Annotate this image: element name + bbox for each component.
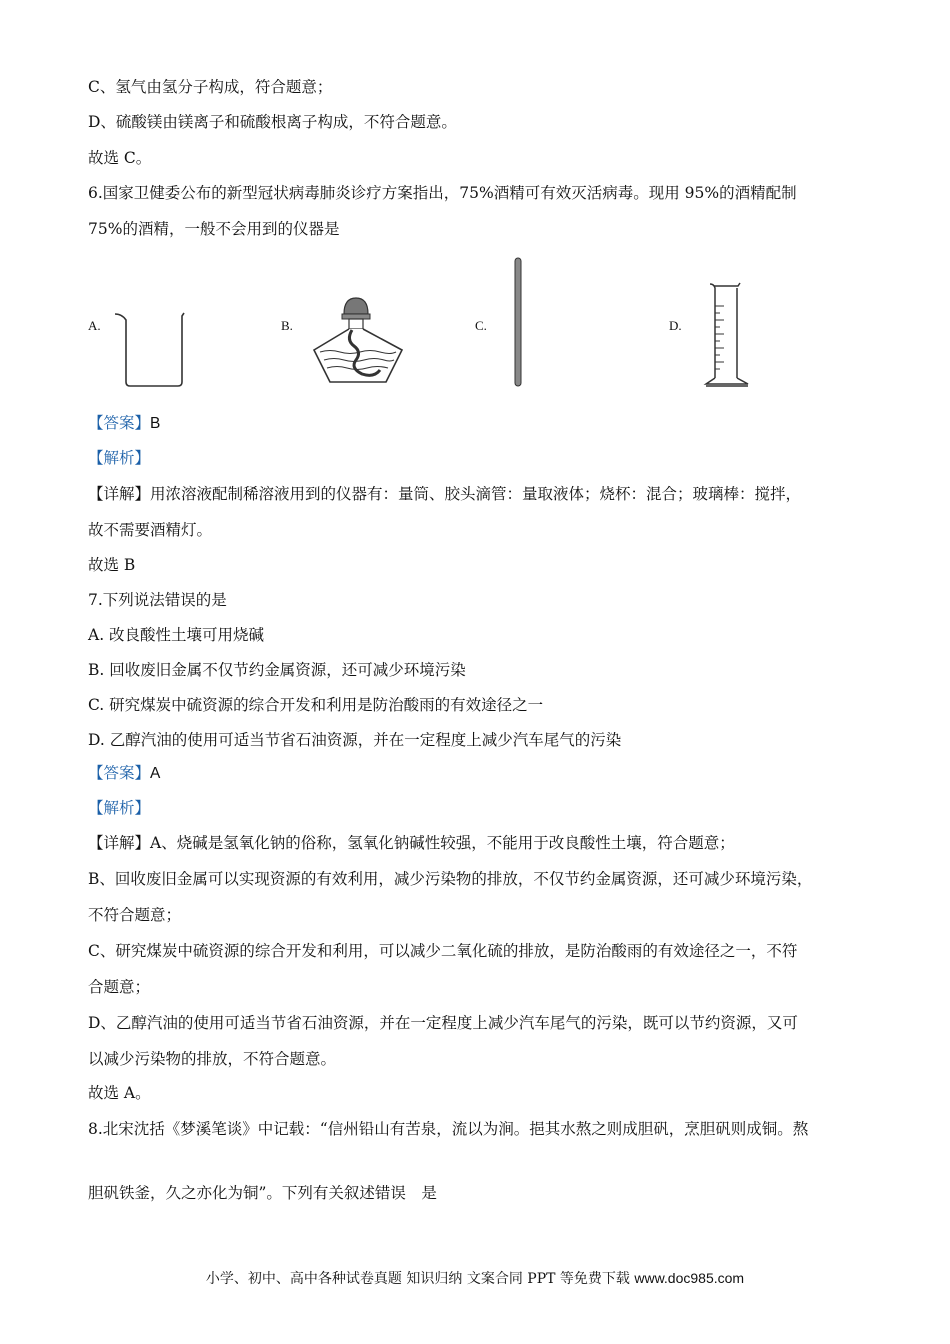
answer-7 (88, 762, 160, 785)
detail-6-line1 (88, 483, 801, 505)
detail-7-line6: D、乙醇汽油的使用可适当节省石油资源，并在一定程度上减少汽车尾气的污染，既可以节约资源，又可 (88, 1014, 798, 1032)
detail-7-line7: 以减少污染物的排放，不符合题意。 (88, 1050, 337, 1068)
line-select-c: 故选 C。 (88, 149, 152, 167)
analysis-7-heading: 【解析】 (88, 799, 151, 817)
glass-rod-icon (512, 256, 524, 388)
footer-text: 小学、初中、高中各种试卷真题 知识归纳 文案合同 PPT 等免费下载 (205, 1271, 635, 1287)
question-7-option-c: C. 研究煤炭中硫资源的综合开发和利用是防治酸雨的有效途径之一 (88, 696, 544, 714)
alcohol-lamp-icon (310, 294, 406, 386)
question-6-line1: 6.国家卫健委公布的新型冠状病毒肺炎诊疗方案指出，75%酒精可有效灭活病毒。现用 95%的酒精配制 (88, 184, 797, 202)
answer-bracket: 【答案】 (88, 764, 151, 782)
question-7-option-d: D. 乙醇汽油的使用可适当节省石油资源，并在一定程度上减少汽车尾气的污染 (88, 731, 622, 749)
line-c-hydrogen: C、氢气由氢分子构成，符合题意； (88, 78, 333, 96)
detail-7-line1 (88, 832, 735, 854)
answer-value: A (150, 765, 161, 782)
graduated-cylinder-icon (700, 280, 756, 390)
question-6-line2: 75%的酒精，一般不会用到的仪器是 (88, 220, 340, 238)
answer-6 (88, 412, 160, 435)
option-6a-label: A. (88, 318, 101, 333)
answer-value: B (150, 415, 161, 432)
question-7-option-b: B. 回收废旧金属不仅节约金属资源，还可减少环境污染 (88, 661, 466, 679)
detail-7-line2: B、回收废旧金属可以实现资源的有效利用，减少污染物的排放，不仅节约金属资源，还可减少环境污染， (88, 870, 813, 888)
footer-url[interactable]: www.doc985.com (634, 1270, 745, 1286)
detail-7-line4: C、研究煤炭中硫资源的综合开发和利用，可以减少二氧化硫的排放，是防治酸雨的有效途径之一，不符 (88, 942, 798, 960)
beaker-icon (112, 310, 188, 390)
select-7: 故选 A。 (88, 1084, 151, 1102)
option-6d-label: D. (669, 318, 682, 333)
question-8-line1: 8.北宋沈括《梦溪笔谈》中记载：“信州铅山有苦泉，流以为涧。挹其水熬之则成胆矾，烹胆矾则成铜。熬 (88, 1120, 809, 1138)
detail-text: A、烧碱是氢氧化钠的俗称，氢氧化钠碱性较强，不能用于改良酸性土壤，符合题意； (150, 834, 735, 852)
detail-tag: 【详解】 (88, 834, 151, 852)
page-footer (0, 1268, 950, 1288)
question-8-line2: 胆矾铁釜，久之亦化为铜”。下列有关叙述错误 是 (88, 1184, 437, 1202)
answer-bracket: 【答案】 (88, 414, 151, 432)
select-6: 故选 B (88, 556, 136, 574)
question-7: 7.下列说法错误的是 (88, 591, 227, 609)
detail-7-line3: 不符合题意； (88, 906, 182, 924)
question-7-option-a: A. 改良酸性土壤可用烧碱 (88, 626, 265, 644)
detail-text: 用浓溶液配制稀溶液用到的仪器有：量筒、胶头滴管：量取液体；烧杯：混合；玻璃棒：搅拌， (150, 485, 802, 503)
analysis-6-heading: 【解析】 (88, 449, 151, 467)
option-6b-label: B. (281, 318, 293, 333)
detail-7-line5: 合题意； (88, 978, 151, 996)
option-6c-label: C. (475, 318, 487, 333)
detail-tag: 【详解】 (88, 485, 151, 503)
detail-6-line2: 故不需要酒精灯。 (88, 521, 213, 539)
line-d-mgso4: D、硫酸镁由镁离子和硫酸根离子构成，不符合题意。 (88, 113, 457, 131)
